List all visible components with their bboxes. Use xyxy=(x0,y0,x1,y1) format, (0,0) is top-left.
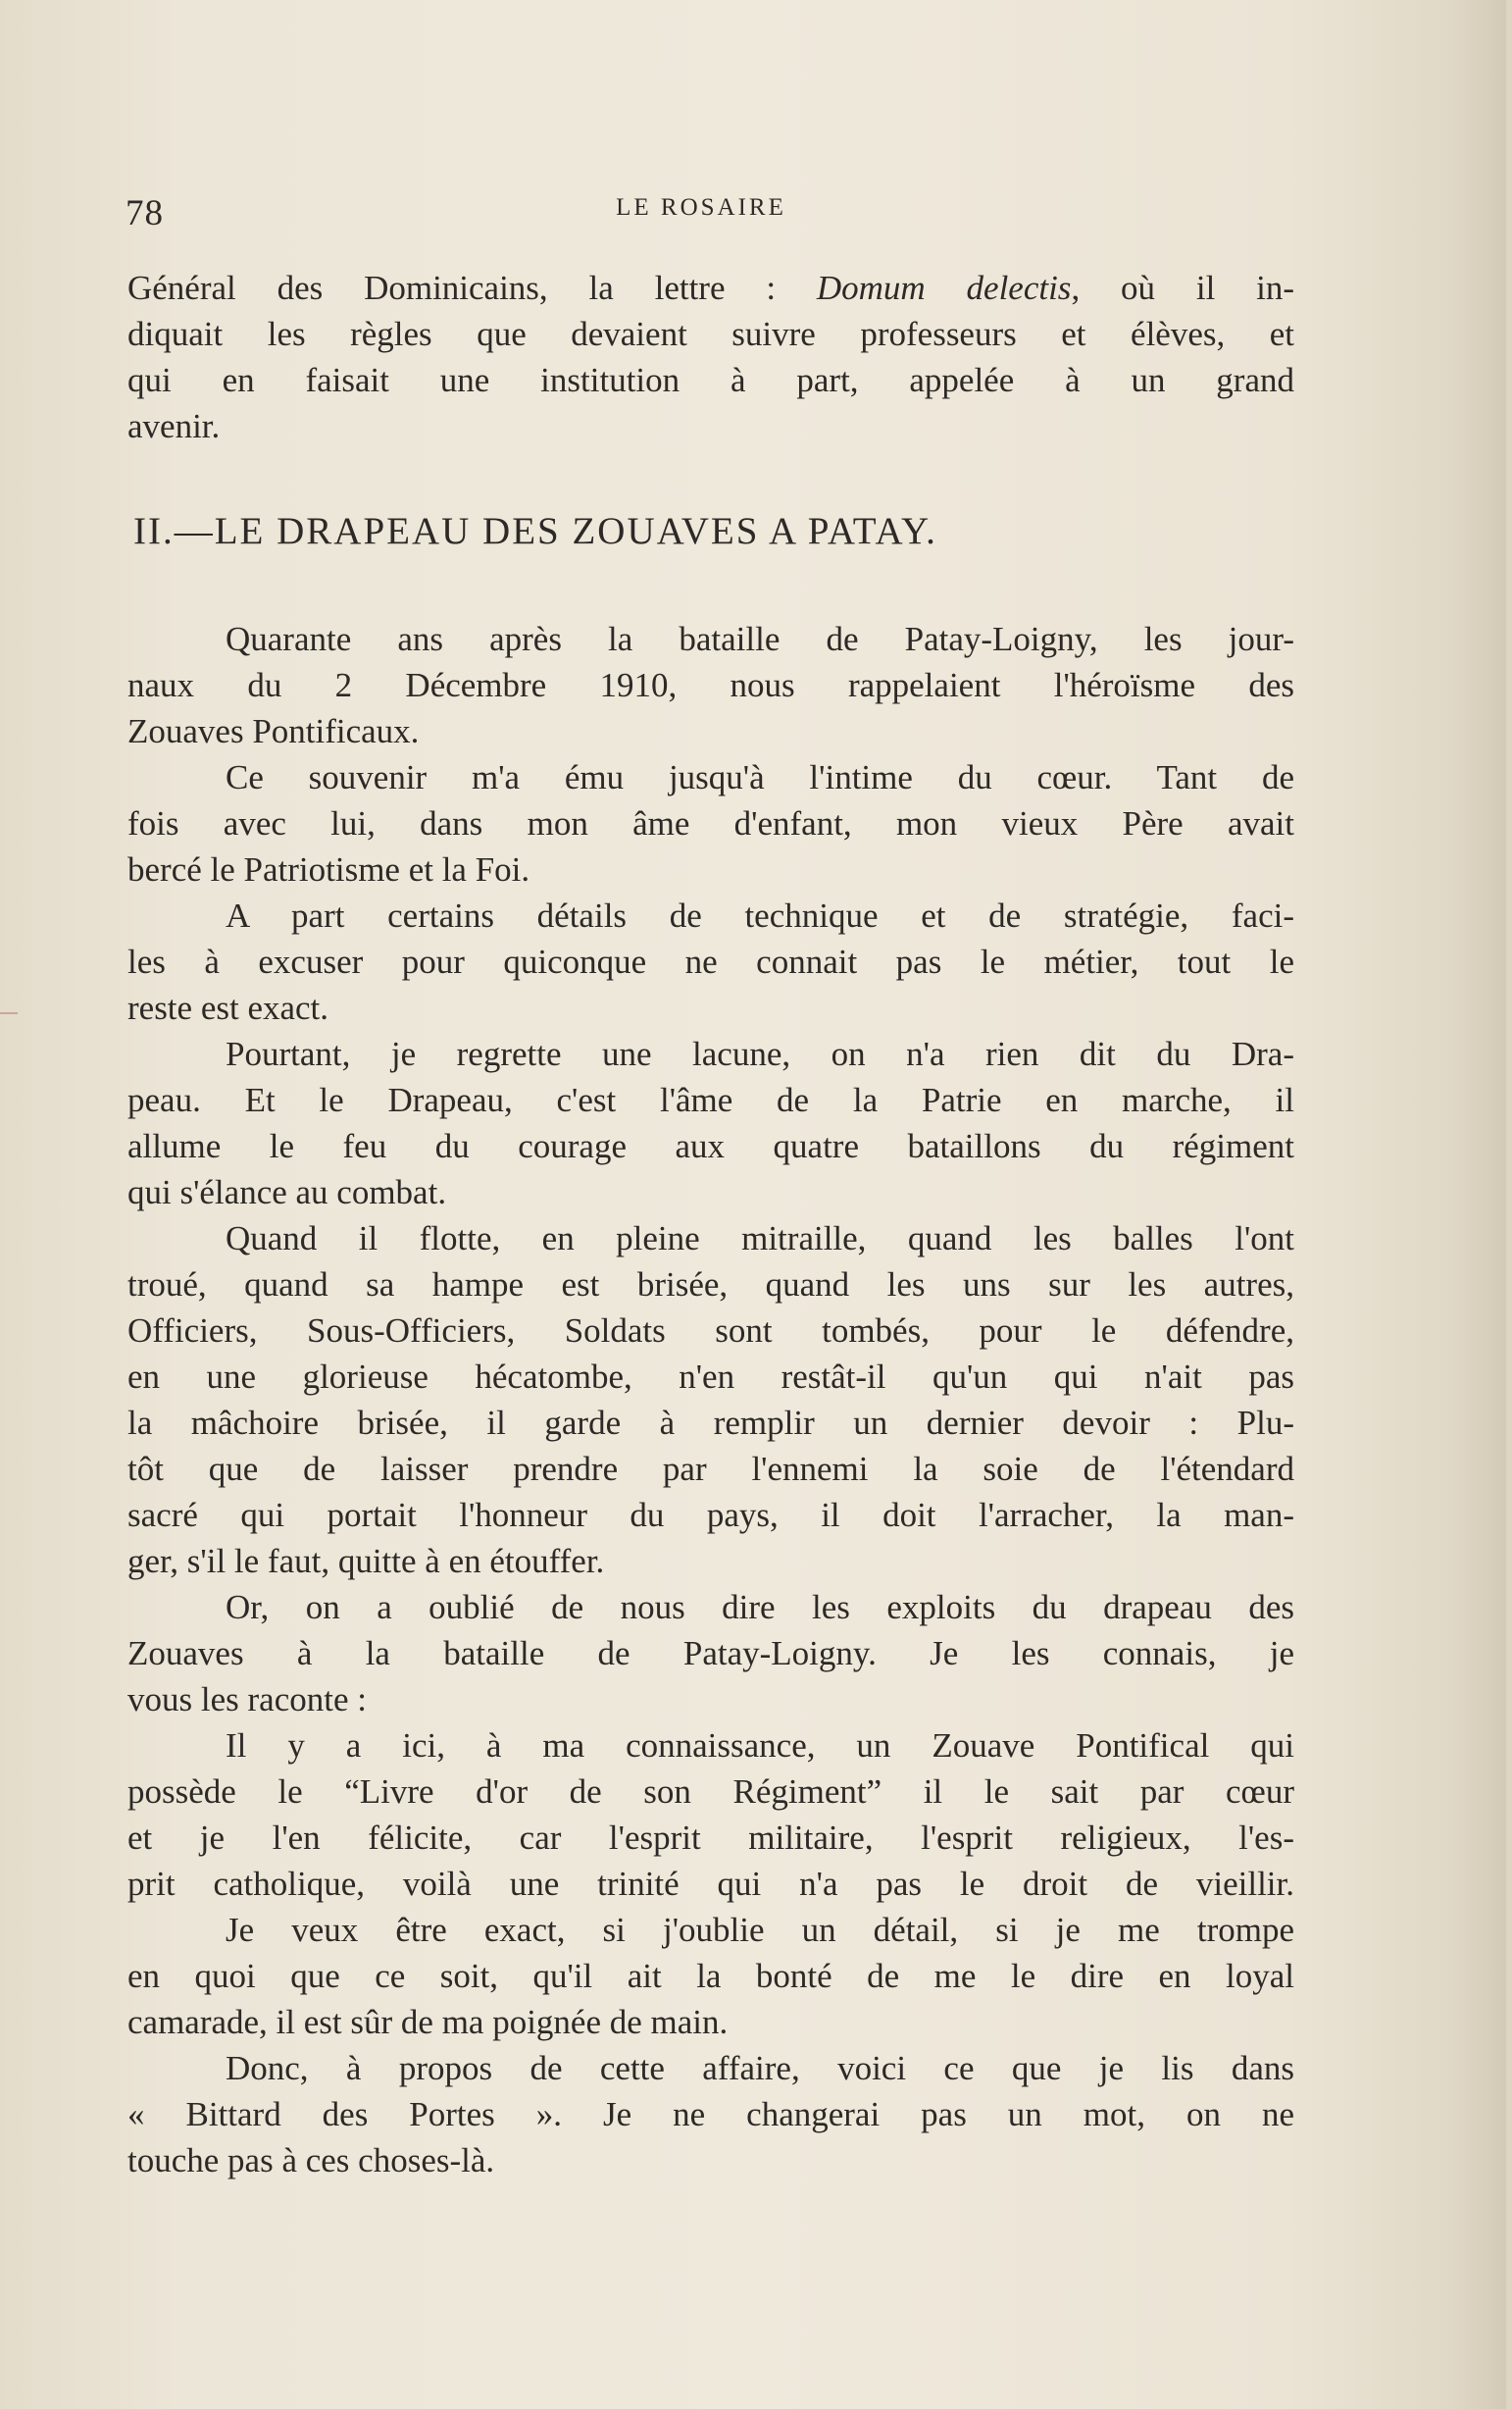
text-line: en quoi que ce soit, qu'il ait la bonté de me le dire en loyal xyxy=(127,1957,1294,1995)
italic-latin-title: Domum delectis xyxy=(816,269,1072,307)
text-line: peau. Et le Drapeau, c'est l'âme de la Patrie en marche, il xyxy=(127,1081,1294,1119)
text-line: prit catholique, voilà une trinité qui n'a pas le droit de vieillir. xyxy=(127,1865,1294,1903)
text-line: reste est exact. xyxy=(127,989,329,1027)
text-line: Zouaves Pontificaux. xyxy=(127,712,420,750)
text-line: les à excuser pour quiconque ne connait pas le métier, tout le xyxy=(127,943,1294,981)
section-heading: II.—LE DRAPEAU DES ZOUAVES A PATAY. xyxy=(133,510,937,552)
text-line: camarade, il est sûr de ma poignée de main. xyxy=(127,2003,729,2041)
text-line: tôt que de laisser prendre par l'ennemi la soie de l'étendard xyxy=(127,1450,1294,1488)
text-line: Donc, à propos de cette affaire, voici ce que je lis dans xyxy=(226,2049,1294,2087)
text-line: ger, s'il le faut, quitte à en étouffer. xyxy=(127,1542,605,1580)
text-line: qui en faisait une institution à part, appelée à un grand xyxy=(127,361,1294,399)
spacer xyxy=(127,559,1294,616)
text-line: Il y a ici, à ma connaissance, un Zouave Pontifical qui xyxy=(226,1726,1294,1765)
text-line: Je veux être exact, si j'oublie un détail, si je me trompe xyxy=(226,1911,1294,1949)
text-line: Quand il flotte, en pleine mitraille, quand les balles l'ont xyxy=(226,1219,1294,1257)
text-line: Officiers, Sous-Officiers, Soldats sont tombés, pour le défendre, xyxy=(127,1311,1294,1350)
text-line: allume le feu du courage aux quatre bataillons du régiment xyxy=(127,1127,1294,1165)
text-line: Zouaves à la bataille de Patay-Loigny. Je les connais, je xyxy=(127,1634,1294,1672)
text-line: possède le “Livre d'or de son Régiment” il le sait par cœur xyxy=(127,1772,1294,1811)
page-gutter-shadow xyxy=(1447,0,1506,2409)
text-line: la mâchoire brisée, il garde à remplir un dernier devoir : Plu- xyxy=(127,1404,1294,1442)
text-line: Ce souvenir m'a ému jusqu'à l'intime du cœur. Tant de xyxy=(226,758,1294,796)
text-line: Quarante ans après la bataille de Patay-Loigny, les jour- xyxy=(226,620,1294,658)
text-line: « Bittard des Portes ». Je ne changerai pas un mot, on ne xyxy=(127,2095,1294,2133)
text-line: vous les raconte : xyxy=(127,1680,367,1718)
running-head xyxy=(118,192,1285,241)
text-line xyxy=(127,265,1294,311)
margin-mark xyxy=(0,1012,18,1014)
text-line: touche pas à ces choses-là. xyxy=(127,2141,495,2179)
text-line: fois avec lui, dans mon âme d'enfant, mon vieux Père avait xyxy=(127,804,1294,843)
text-line: A part certains détails de technique et de stratégie, faci- xyxy=(226,897,1294,935)
text-line: Pourtant, je regrette une lacune, on n'a rien dit du Dra- xyxy=(226,1035,1294,1073)
text-line: diquait les règles que devaient suivre professeurs et élèves, et xyxy=(127,315,1294,353)
text-line: sacré qui portait l'honneur du pays, il doit l'arracher, la man- xyxy=(127,1496,1294,1534)
text-line: en une glorieuse hécatombe, n'en restât-il qu'un qui n'ait pas xyxy=(127,1358,1294,1396)
text-line: Or, on a oublié de nous dire les exploits du drapeau des xyxy=(226,1588,1294,1626)
text-line: et je l'en félicite, car l'esprit militaire, l'esprit religieux, l'es- xyxy=(127,1819,1294,1857)
text-line: qui s'élance au combat. xyxy=(127,1173,447,1211)
spacer xyxy=(127,449,1294,504)
text-line: naux du 2 Décembre 1910, nous rappelaient l'héroïsme des xyxy=(127,666,1294,704)
running-title: LE ROSAIRE xyxy=(616,194,786,221)
text-line: troué, quand sa hampe est brisée, quand les uns sur les autres, xyxy=(127,1265,1294,1304)
text-line: bercé le Patriotisme et la Foi. xyxy=(127,850,530,889)
text-line: avenir. xyxy=(127,407,221,445)
text-fragment: , où il in- xyxy=(1071,269,1294,307)
page-text xyxy=(127,265,1294,2183)
page-number: 78 xyxy=(126,193,164,233)
text-fragment: Général des Dominicains, la lettre : xyxy=(127,269,817,307)
